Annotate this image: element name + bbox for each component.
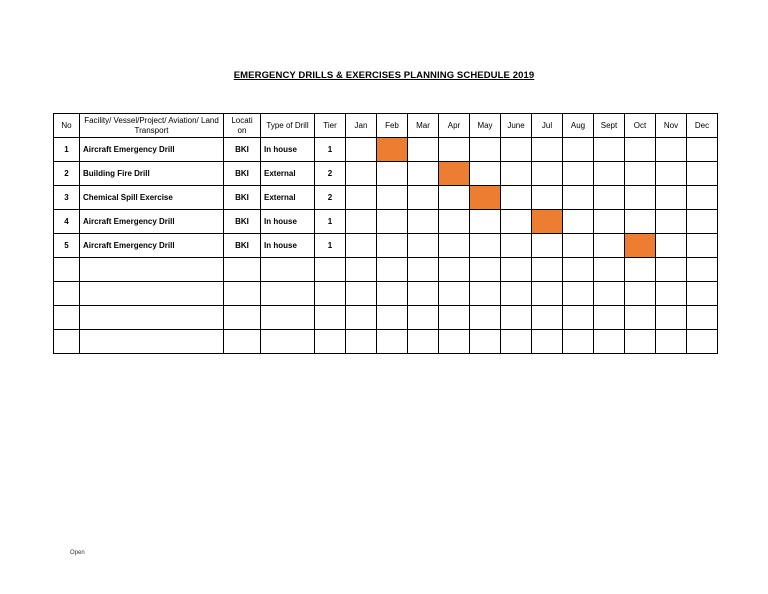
empty-cell: [439, 258, 470, 282]
month-cell: [532, 186, 563, 210]
month-cell: [656, 138, 687, 162]
empty-cell: [224, 306, 261, 330]
table-row: [54, 162, 718, 186]
row-location: BKI: [224, 138, 261, 162]
month-cell: [346, 138, 377, 162]
empty-cell: [346, 282, 377, 306]
empty-cell: [315, 330, 346, 354]
empty-cell: [625, 306, 656, 330]
month-cell: [470, 162, 501, 186]
header-location: Locati on: [224, 114, 261, 138]
empty-cell: [346, 330, 377, 354]
row-drill-type: External: [261, 162, 315, 186]
empty-cell: [408, 330, 439, 354]
scheduled-month-cell: [625, 234, 656, 258]
empty-cell: [261, 282, 315, 306]
month-cell: [687, 162, 718, 186]
month-cell: [346, 210, 377, 234]
header-month-7: Aug: [563, 114, 594, 138]
empty-cell: [346, 258, 377, 282]
month-cell: [501, 234, 532, 258]
empty-cell: [532, 306, 563, 330]
month-cell: [625, 162, 656, 186]
empty-cell: [501, 258, 532, 282]
empty-cell: [625, 258, 656, 282]
header-month-11: Dec: [687, 114, 718, 138]
header-no: No: [54, 114, 80, 138]
month-cell: [594, 162, 625, 186]
month-cell: [439, 186, 470, 210]
empty-cell: [687, 330, 718, 354]
empty-cell: [346, 306, 377, 330]
row-tier: 2: [315, 162, 346, 186]
empty-cell: [470, 306, 501, 330]
row-facility: Aircraft Emergency Drill: [80, 234, 224, 258]
empty-cell: [408, 282, 439, 306]
header-row: [54, 114, 718, 138]
empty-cell: [439, 282, 470, 306]
month-cell: [501, 162, 532, 186]
empty-cell: [656, 258, 687, 282]
empty-cell: [532, 282, 563, 306]
empty-row: [54, 258, 718, 282]
table-row: [54, 186, 718, 210]
empty-cell: [501, 282, 532, 306]
empty-cell: [470, 330, 501, 354]
scheduled-month-cell: [532, 210, 563, 234]
empty-cell: [80, 282, 224, 306]
month-cell: [470, 138, 501, 162]
month-cell: [687, 210, 718, 234]
empty-cell: [563, 258, 594, 282]
row-tier: 1: [315, 234, 346, 258]
scheduled-month-cell: [439, 162, 470, 186]
empty-cell: [532, 330, 563, 354]
footer-classification: Open: [70, 550, 85, 556]
empty-cell: [563, 282, 594, 306]
empty-cell: [315, 282, 346, 306]
empty-cell: [408, 306, 439, 330]
row-facility: Aircraft Emergency Drill: [80, 138, 224, 162]
empty-cell: [501, 330, 532, 354]
empty-cell: [687, 258, 718, 282]
month-cell: [346, 234, 377, 258]
row-tier: 2: [315, 186, 346, 210]
month-cell: [687, 138, 718, 162]
month-cell: [656, 210, 687, 234]
empty-cell: [377, 306, 408, 330]
row-drill-type: In house: [261, 138, 315, 162]
month-cell: [687, 234, 718, 258]
month-cell: [501, 186, 532, 210]
document-title: EMERGENCY DRILLS & EXERCISES PLANNING SCHEDULE 2019: [233, 70, 535, 81]
row-facility: Building Fire Drill: [80, 162, 224, 186]
month-cell: [408, 186, 439, 210]
month-cell: [563, 234, 594, 258]
empty-cell: [594, 330, 625, 354]
month-cell: [501, 210, 532, 234]
empty-row: [54, 282, 718, 306]
month-cell: [563, 162, 594, 186]
empty-cell: [261, 258, 315, 282]
empty-cell: [315, 306, 346, 330]
month-cell: [346, 186, 377, 210]
month-cell: [377, 162, 408, 186]
month-cell: [377, 234, 408, 258]
empty-cell: [80, 330, 224, 354]
header-month-10: Nov: [656, 114, 687, 138]
month-cell: [501, 138, 532, 162]
month-cell: [594, 234, 625, 258]
empty-row: [54, 306, 718, 330]
month-cell: [563, 138, 594, 162]
month-cell: [625, 186, 656, 210]
month-cell: [532, 138, 563, 162]
header-month-0: Jan: [346, 114, 377, 138]
row-drill-type: External: [261, 186, 315, 210]
month-cell: [470, 210, 501, 234]
empty-cell: [377, 282, 408, 306]
row-number: 2: [54, 162, 80, 186]
month-cell: [656, 186, 687, 210]
empty-cell: [625, 282, 656, 306]
month-cell: [346, 162, 377, 186]
row-drill-type: In house: [261, 210, 315, 234]
month-cell: [594, 186, 625, 210]
table-row: [54, 138, 718, 162]
row-location: BKI: [224, 162, 261, 186]
header-type: Type of Drill: [261, 114, 315, 138]
month-cell: [377, 186, 408, 210]
empty-cell: [594, 258, 625, 282]
header-month-6: Jul: [532, 114, 563, 138]
empty-cell: [261, 306, 315, 330]
month-cell: [439, 138, 470, 162]
empty-cell: [54, 258, 80, 282]
header-month-8: Sept: [594, 114, 625, 138]
header-month-1: Feb: [377, 114, 408, 138]
row-number: 1: [54, 138, 80, 162]
empty-cell: [80, 258, 224, 282]
empty-cell: [470, 258, 501, 282]
scheduled-month-cell: [470, 186, 501, 210]
month-cell: [408, 162, 439, 186]
row-drill-type: In house: [261, 234, 315, 258]
row-number: 3: [54, 186, 80, 210]
empty-cell: [224, 258, 261, 282]
month-cell: [532, 234, 563, 258]
empty-cell: [439, 330, 470, 354]
month-cell: [656, 162, 687, 186]
month-cell: [625, 210, 656, 234]
empty-cell: [224, 330, 261, 354]
empty-cell: [594, 306, 625, 330]
month-cell: [594, 210, 625, 234]
empty-cell: [224, 282, 261, 306]
row-number: 4: [54, 210, 80, 234]
header-tier: Tier: [315, 114, 346, 138]
empty-cell: [656, 282, 687, 306]
empty-row: [54, 330, 718, 354]
month-cell: [656, 234, 687, 258]
empty-cell: [687, 306, 718, 330]
month-cell: [532, 162, 563, 186]
empty-cell: [532, 258, 563, 282]
month-cell: [377, 210, 408, 234]
month-cell: [594, 138, 625, 162]
header-month-5: June: [501, 114, 532, 138]
month-cell: [563, 210, 594, 234]
empty-cell: [54, 306, 80, 330]
empty-cell: [377, 330, 408, 354]
empty-cell: [594, 282, 625, 306]
empty-cell: [377, 258, 408, 282]
table-row: [54, 234, 718, 258]
table-body: [54, 138, 718, 354]
schedule-table: [53, 113, 718, 354]
empty-cell: [408, 258, 439, 282]
empty-cell: [315, 258, 346, 282]
month-cell: [408, 210, 439, 234]
month-cell: [563, 186, 594, 210]
row-tier: 1: [315, 210, 346, 234]
empty-cell: [656, 306, 687, 330]
row-facility: Aircraft Emergency Drill: [80, 210, 224, 234]
header-month-9: Oct: [625, 114, 656, 138]
empty-cell: [687, 282, 718, 306]
empty-cell: [563, 306, 594, 330]
row-location: BKI: [224, 210, 261, 234]
scheduled-month-cell: [377, 138, 408, 162]
month-cell: [625, 138, 656, 162]
empty-cell: [80, 306, 224, 330]
empty-cell: [656, 330, 687, 354]
row-location: BKI: [224, 234, 261, 258]
empty-cell: [501, 306, 532, 330]
header-month-4: May: [470, 114, 501, 138]
empty-cell: [563, 330, 594, 354]
header-month-2: Mar: [408, 114, 439, 138]
month-cell: [439, 234, 470, 258]
header-month-3: Apr: [439, 114, 470, 138]
empty-cell: [54, 282, 80, 306]
empty-cell: [470, 282, 501, 306]
table-row: [54, 210, 718, 234]
month-cell: [470, 234, 501, 258]
empty-cell: [625, 330, 656, 354]
header-facility: Facility/ Vessel/Project/ Aviation/ Land Transport: [80, 114, 224, 138]
month-cell: [439, 210, 470, 234]
month-cell: [408, 138, 439, 162]
month-cell: [687, 186, 718, 210]
row-facility: Chemical Spill Exercise: [80, 186, 224, 210]
month-cell: [408, 234, 439, 258]
empty-cell: [261, 330, 315, 354]
empty-cell: [54, 330, 80, 354]
empty-cell: [439, 306, 470, 330]
row-number: 5: [54, 234, 80, 258]
row-location: BKI: [224, 186, 261, 210]
row-tier: 1: [315, 138, 346, 162]
